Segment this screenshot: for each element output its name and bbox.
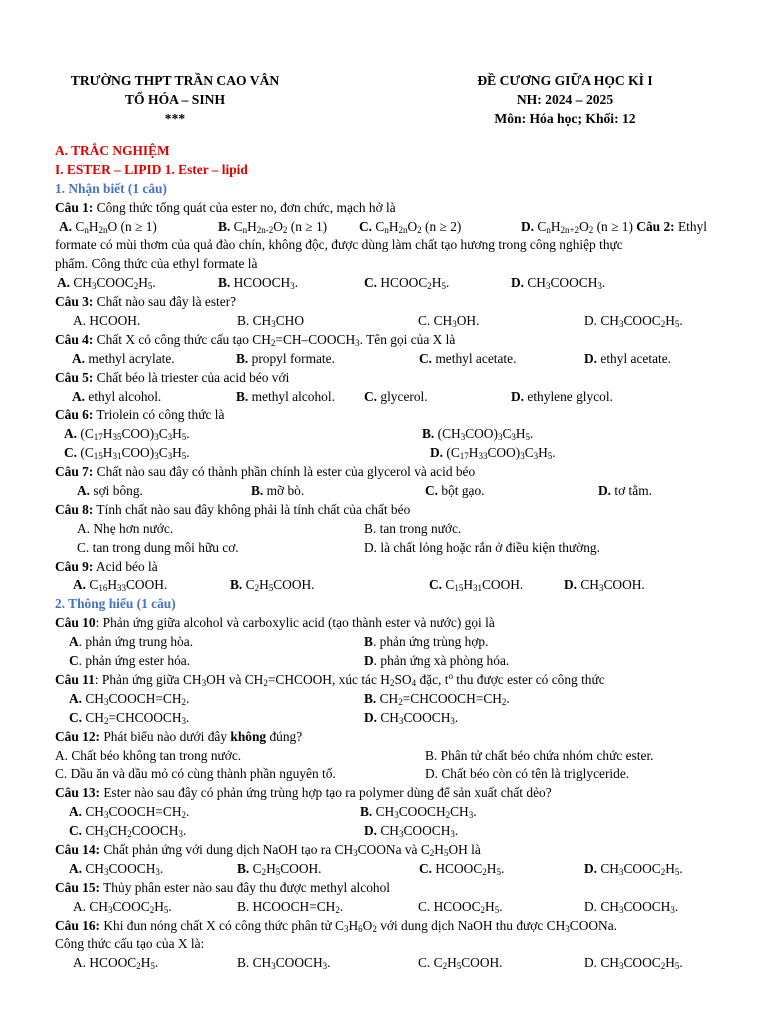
school-header [40, 71, 310, 128]
option-d[interactable]: D. $C_nH_{2n+2}O_2$ (n ≥ 1) Câu 2: Ethyl [521, 218, 707, 235]
option-c[interactable]: C. $C_{15}H_{31}COOH$. [429, 577, 524, 594]
question-14: Câu 14: Chất phản ứng với dung dịch NaOH tạo ra $CH_3COONa$ và $C_2H_5OH$ là [55, 841, 481, 858]
question-4-options [55, 350, 735, 369]
option-a[interactable]: A. $HCOOC_2H_5$. [73, 955, 159, 972]
option-a[interactable]: A. Nhẹ hơn nước. [77, 520, 174, 536]
option-b[interactable]: B. $HCOOCH_3$. [218, 275, 299, 292]
question-6-options-row-2 [55, 444, 735, 463]
option-c[interactable]: C. $(C_{15}H_{31}COO)_3C_3H_5$. [64, 445, 190, 462]
option-b[interactable]: B. tan trong nước. [364, 520, 462, 536]
question-13-options-row-1 [55, 803, 735, 822]
question-14-options [55, 860, 735, 879]
option-a[interactable]: A. $C_nH_{2n}O$ (n ≥ 1) [59, 218, 157, 235]
option-b[interactable]: B. propyl formate. [236, 350, 335, 366]
option-d[interactable]: D. Chất béo còn có tên là triglyceride. [425, 766, 630, 782]
question-2-line-3: phẩm. Công thức của ethyl formate là [55, 256, 258, 272]
question-7: Câu 7: Chất nào sau đây có thành phần chính là ester của glycerol và acid béo [55, 464, 476, 480]
option-d[interactable]: D. $CH_3COOCH_3$. [584, 898, 679, 915]
option-a[interactable]: A. phản ứng trung hòa. [69, 634, 194, 650]
question-8: Câu 8: Tính chất nào sau đây không phải là tính chất của chất béo [55, 501, 411, 517]
question-15: Câu 15: Thủy phân ester nào sau đây thu được methyl alcohol [55, 879, 391, 895]
option-c[interactable]: C. $C_nH_{2n}O_2$ (n ≥ 2) [359, 218, 462, 235]
option-a[interactable]: A. $(C_{17}H_{35}COO)_3C_3H_5$. [64, 426, 190, 443]
option-c[interactable]: C. $C_2H_5COOH$. [418, 955, 503, 972]
option-a[interactable]: A. $C_{16}H_{33}COOH$. [73, 577, 168, 594]
option-c[interactable]: C. glycerol. [364, 388, 428, 404]
option-b[interactable]: B. mỡ bò. [251, 483, 305, 499]
question-11-options-row-1 [55, 690, 735, 709]
option-c[interactable]: C. tan trong dung môi hữu cơ. [77, 539, 239, 555]
option-d[interactable]: D. $CH_3COOCH_3$. [511, 275, 606, 292]
option-a[interactable]: A. $CH_3COOCH_3$. [69, 860, 164, 877]
option-d[interactable]: D. $CH_3COOC_2H_5$. [584, 313, 683, 330]
option-c[interactable]: C. methyl acetate. [419, 350, 517, 366]
option-b[interactable]: B. $HCOOCH=CH_2$. [237, 898, 344, 915]
question-8-options-row-2 [55, 539, 735, 558]
option-b[interactable]: B. $CH_3COOCH_2CH_3$. [360, 804, 477, 821]
option-b[interactable]: B. $C_nH_{2n-2}O_2$ (n ≥ 1) [218, 218, 328, 235]
option-b[interactable]: B. $CH_3COOCH_3$. [237, 955, 331, 972]
question-1-options [55, 218, 735, 237]
school-year: NH: 2024 – 2025 [516, 92, 614, 107]
section-i-title: I. ESTER – LIPID 1. Ester – lipid [55, 161, 248, 177]
option-c[interactable]: C. phản ứng ester hóa. [69, 653, 191, 669]
question-13: Câu 13: Ester nào sau đây có phản ứng trùng hợp tạo ra polymer dùng để sản xuất chất dẻo? [55, 785, 552, 801]
option-c[interactable]: C. $CH_3CH_2COOCH_3$. [69, 823, 187, 840]
question-16: Câu 16: Khi đun nóng chất X có công thức phân tử $C_3H_6O_2$ với dung dịch NaOH thu được $CH_3COONa$. [55, 917, 617, 934]
option-d[interactable]: D. là chất lỏng hoặc rắn ở điều kiện thường. [364, 539, 600, 555]
option-d[interactable]: D. tơ tằm. [598, 483, 652, 499]
option-c[interactable]: C. $HCOOC_2H_5$. [418, 898, 503, 915]
option-d[interactable]: D. ethylene glycol. [511, 388, 613, 404]
option-d[interactable]: D. $CH_3COOC_2H_5$. [584, 955, 683, 972]
question-9-options [55, 576, 735, 595]
option-b[interactable]: B. methyl alcohol. [236, 388, 335, 404]
question-list [55, 142, 735, 973]
question-5: Câu 5: Chất béo là triester của acid béo với [55, 369, 290, 385]
question-10: Câu 10: Phản ứng giữa alcohol và carboxylic acid (tạo thành ester và nước) gọi là [55, 615, 495, 631]
header-stars: *** [164, 111, 186, 126]
option-b[interactable]: B. $(CH_3COO)_3C_3H_5$. [422, 426, 534, 443]
question-8-options-row-1 [55, 520, 735, 539]
question-16-options [55, 954, 735, 973]
option-a[interactable]: A. $CH_3COOCH=CH_2$. [69, 690, 190, 707]
exam-title: ĐỀ CƯƠNG GIỮA HỌC KÌ I [477, 73, 653, 88]
option-d[interactable]: D. $CH_3COOCH_3$. [364, 823, 459, 840]
option-d[interactable]: D. ethyl acetate. [584, 350, 672, 366]
subject-grade: Môn: Hóa học; Khối: 12 [494, 111, 636, 126]
option-b[interactable]: B. Phân tử chất béo chứa nhóm chức ester. [425, 747, 654, 763]
question-11: Câu 11: Phản ứng giữa $CH_3OH$ và $CH_2=CHCOOH$, xúc tác $H_2SO_4$ đặc, $t^o$ thu được ester có công thức [55, 670, 605, 688]
option-a[interactable]: A. methyl acrylate. [72, 350, 175, 366]
question-16-line-2: Công thức cấu tạo của X là: [55, 936, 205, 952]
option-d[interactable]: D. $(C_{17}H_{33}COO)_3C_3H_5$. [430, 445, 556, 462]
option-c[interactable]: C. $HCOOC_2H_5$. [364, 275, 450, 292]
option-d[interactable]: D. phản ứng xà phòng hóa. [364, 653, 510, 669]
option-a[interactable]: A. sợi bông. [77, 483, 143, 499]
option-d[interactable]: D. $CH_3COOCH_3$. [364, 709, 459, 726]
question-1: Câu 1: Công thức tổng quát của ester no, đơn chức, mạch hở là [55, 199, 396, 215]
option-a[interactable]: A. $CH_3COOC_2H_5$. [57, 275, 156, 292]
option-c[interactable]: C. $HCOOC_2H_5$. [419, 860, 505, 877]
question-15-options [55, 898, 735, 917]
question-12-options-row-1 [55, 747, 735, 766]
option-d[interactable]: D. $CH_3COOH$. [564, 577, 645, 594]
question-7-options [55, 482, 735, 501]
option-a[interactable]: A. $CH_3COOC_2H_5$. [73, 898, 172, 915]
question-6-options-row-1 [55, 425, 735, 444]
subsection-recognition: 1. Nhận biết (1 câu) [55, 180, 167, 196]
question-3-options [55, 312, 735, 331]
question-4: Câu 4: Chất X có công thức cấu tạo $CH_2=CH-COOCH_3$. Tên gọi của X là [55, 331, 456, 348]
question-10-options-row-1 [55, 633, 735, 652]
question-2-options [55, 274, 735, 293]
question-5-options [55, 388, 735, 407]
option-a[interactable]: A. HCOOH. [73, 313, 141, 329]
option-c[interactable]: C. bột gạo. [425, 483, 485, 499]
option-a[interactable]: A. $CH_3COOCH=CH_2$. [69, 804, 190, 821]
option-b[interactable]: B. phản ứng trùng hợp. [364, 634, 489, 650]
question-11-options-row-2 [55, 709, 735, 728]
option-a[interactable]: A. ethyl alcohol. [72, 388, 162, 404]
option-b[interactable]: B. $CH_3CHO$ [237, 313, 305, 330]
question-3: Câu 3: Chất nào sau đây là ester? [55, 294, 237, 310]
option-c[interactable]: C. Dầu ăn và dầu mỏ có cùng thành phần nguyên tố. [55, 766, 336, 782]
option-b[interactable]: B. $C_2H_5COOH$. [237, 860, 322, 877]
department-name: TỔ HÓA – SINH [124, 92, 226, 107]
question-12: Câu 12: Phát biểu nào dưới đây không đúng? [55, 728, 303, 744]
option-b[interactable]: B. $CH_2=CHCOOCH=CH_2$. [364, 690, 510, 707]
question-2-line-2: formate có mùi thơm của quả đào chín, không độc, được dùng làm chất tạo hương trong công nghiệp thực [55, 237, 623, 253]
option-c[interactable]: C. $CH_3OH$. [418, 313, 480, 330]
question-9: Câu 9: Acid béo là [55, 558, 158, 574]
school-name: TRƯỜNG THPT TRẦN CAO VÂN [70, 73, 280, 88]
section-a-title: A. TRẮC NGHIỆM [55, 143, 170, 158]
subsection-comprehension: 2. Thông hiểu (1 câu) [55, 596, 176, 612]
option-c[interactable]: C. $CH_2=CHCOOCH_3$. [69, 709, 190, 726]
exam-header [440, 71, 690, 128]
option-d[interactable]: D. $CH_3COOC_2H_5$. [584, 860, 683, 877]
option-b[interactable]: B. $C_2H_5COOH$. [230, 577, 315, 594]
question-13-options-row-2 [55, 822, 735, 841]
option-a[interactable]: A. Chất béo không tan trong nước. [55, 747, 242, 763]
question-10-options-row-2 [55, 652, 735, 671]
question-12-options-row-2 [55, 765, 735, 784]
question-6: Câu 6: Triolein có công thức là [55, 407, 225, 423]
